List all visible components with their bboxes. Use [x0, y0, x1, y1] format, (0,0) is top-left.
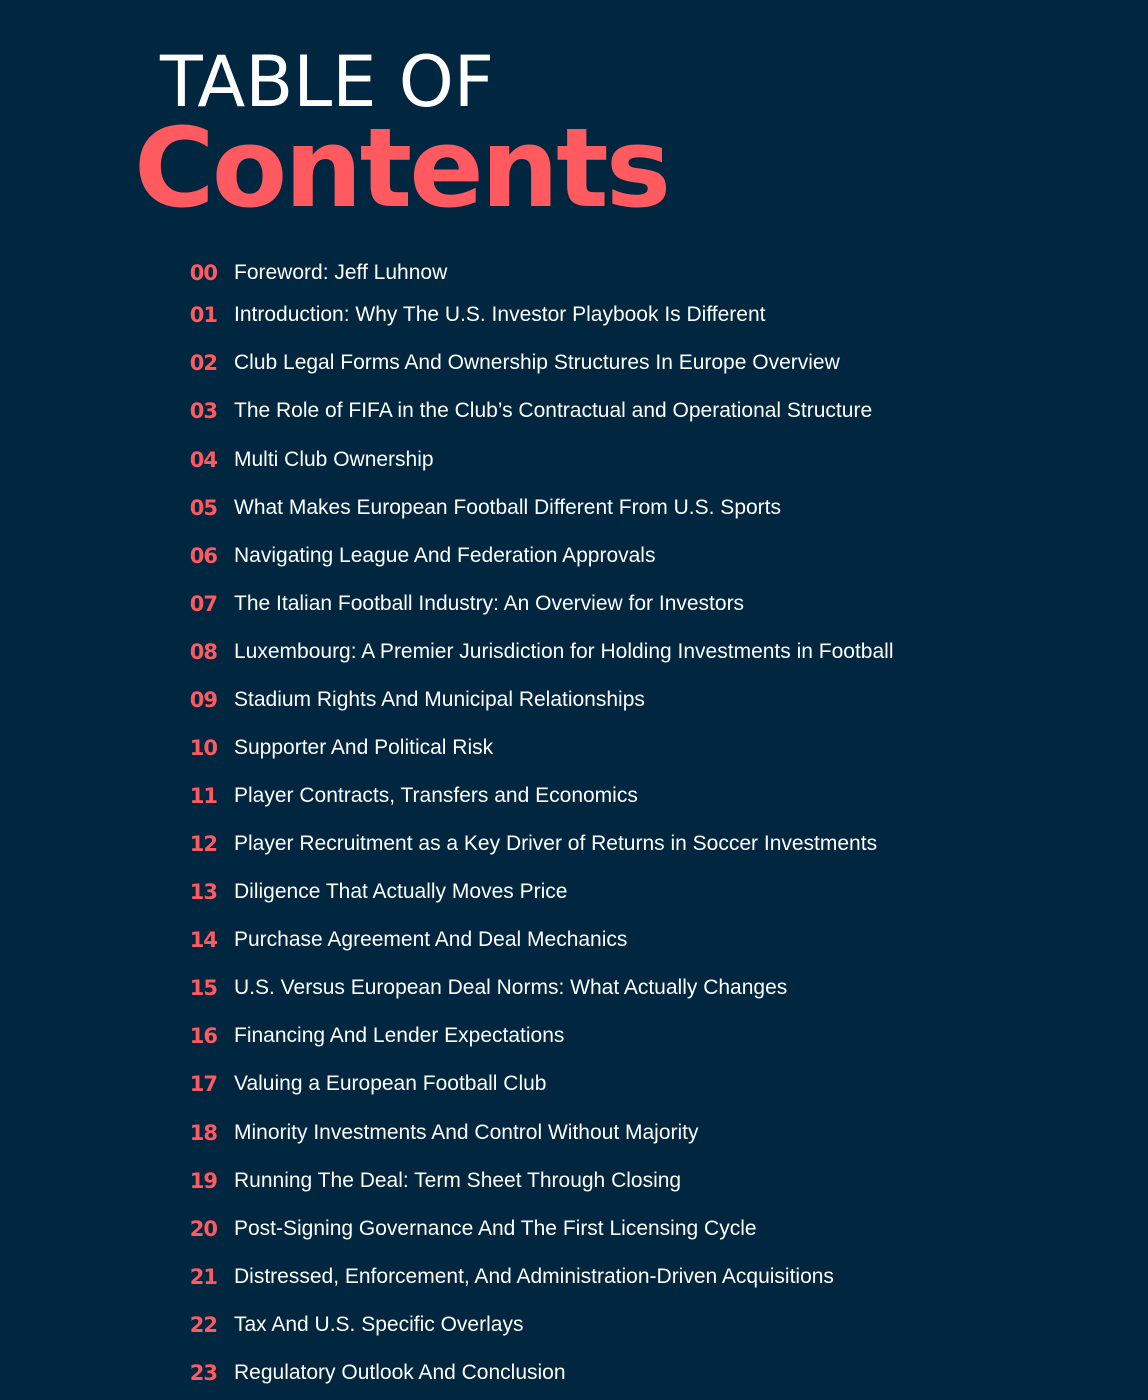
toc-item-title: Player Recruitment as a Key Driver of Returns in Soccer Investments: [234, 832, 878, 855]
toc-item-number: 17: [189, 1072, 217, 1096]
toc-item-number: 05: [189, 496, 217, 520]
toc-item-title: Introduction: Why The U.S. Investor Playbook Is Different: [234, 303, 766, 326]
toc-item-title: Foreword: Jeff Luhnow: [234, 261, 448, 284]
toc-item: [0, 1212, 1148, 1246]
toc-item-number: 15: [189, 976, 217, 1000]
toc-item: [0, 1260, 1148, 1294]
toc-item-number: 18: [189, 1121, 217, 1145]
toc-item-number: 22: [189, 1313, 217, 1337]
title-table-of: TABLE OF: [160, 41, 495, 123]
toc-item-title: Player Contracts, Transfers and Economics: [234, 784, 638, 807]
toc-item-number: 21: [189, 1265, 217, 1289]
toc-item: [0, 923, 1148, 957]
toc-item: [0, 1308, 1148, 1342]
toc-item-title: Running The Deal: Term Sheet Through Closing: [234, 1169, 682, 1192]
toc-item-number: 10: [189, 736, 217, 760]
toc-item-number: 13: [189, 880, 217, 904]
toc-item-title: Valuing a European Football Club: [234, 1072, 547, 1095]
toc-item-number: 03: [189, 399, 217, 423]
toc-item-title: Purchase Agreement And Deal Mechanics: [234, 928, 628, 951]
toc-item: [0, 587, 1148, 621]
toc-item: [0, 256, 1148, 290]
toc-item: [0, 683, 1148, 717]
toc-item: [0, 1067, 1148, 1101]
toc-item-title: Financing And Lender Expectations: [234, 1024, 565, 1047]
toc-item-title: Luxembourg: A Premier Jurisdiction for Holding Investments in Football: [234, 640, 894, 663]
toc-item-title: Distressed, Enforcement, And Administration-Driven Acquisitions: [234, 1265, 834, 1288]
toc-item: [0, 779, 1148, 813]
toc-item-title: Post-Signing Governance And The First Licensing Cycle: [234, 1217, 757, 1240]
toc-item-number: 23: [189, 1361, 217, 1385]
toc-item-number: 02: [189, 351, 217, 375]
toc-item-title: U.S. Versus European Deal Norms: What Actually Changes: [234, 976, 788, 999]
toc-item-title: The Italian Football Industry: An Overview for Investors: [234, 592, 745, 615]
toc-item-title: What Makes European Football Different From U.S. Sports: [234, 496, 782, 519]
toc-item: [0, 1019, 1148, 1053]
toc-item: [0, 394, 1148, 428]
toc-item-title: Club Legal Forms And Ownership Structures In Europe Overview: [234, 351, 840, 374]
toc-item: [0, 443, 1148, 477]
toc-item-number: 16: [189, 1024, 217, 1048]
toc-item-number: 01: [189, 303, 217, 327]
toc-item-title: Diligence That Actually Moves Price: [234, 880, 568, 903]
toc-item-number: 06: [189, 544, 217, 568]
toc-item-number: 08: [189, 640, 217, 664]
toc-item-number: 14: [189, 928, 217, 952]
toc-item-number: 19: [189, 1169, 217, 1193]
toc-item-number: 12: [189, 832, 217, 856]
toc-item-title: Multi Club Ownership: [234, 448, 434, 471]
toc-item-number: 20: [189, 1217, 217, 1241]
toc-item: [0, 298, 1148, 332]
toc-item-number: 04: [189, 448, 217, 472]
toc-item-title: Stadium Rights And Municipal Relationships: [234, 688, 645, 711]
toc-item-title: Tax And U.S. Specific Overlays: [234, 1313, 524, 1336]
toc-item-number: 11: [189, 784, 217, 808]
toc-item-title: Minority Investments And Control Without Majority: [234, 1121, 699, 1144]
toc-item: [0, 971, 1148, 1005]
toc-item: [0, 875, 1148, 909]
toc-item: [0, 1164, 1148, 1198]
toc-item: [0, 635, 1148, 669]
toc-item-title: The Role of FIFA in the Club’s Contractual and Operational Structure: [234, 399, 873, 422]
toc-item-number: 09: [189, 688, 217, 712]
toc-item-title: Navigating League And Federation Approvals: [234, 544, 656, 567]
toc-item: [0, 539, 1148, 573]
toc-item: [0, 827, 1148, 861]
toc-item-title: Supporter And Political Risk: [234, 736, 494, 759]
toc-item: [0, 1116, 1148, 1150]
toc-item: [0, 346, 1148, 380]
toc-item: [0, 1356, 1148, 1390]
toc-item: [0, 491, 1148, 525]
toc-item-number: 07: [189, 592, 217, 616]
toc-item-number: 00: [189, 261, 217, 285]
title-contents: Contents: [134, 104, 669, 232]
toc-item-title: Regulatory Outlook And Conclusion: [234, 1361, 566, 1384]
toc-item: [0, 731, 1148, 765]
